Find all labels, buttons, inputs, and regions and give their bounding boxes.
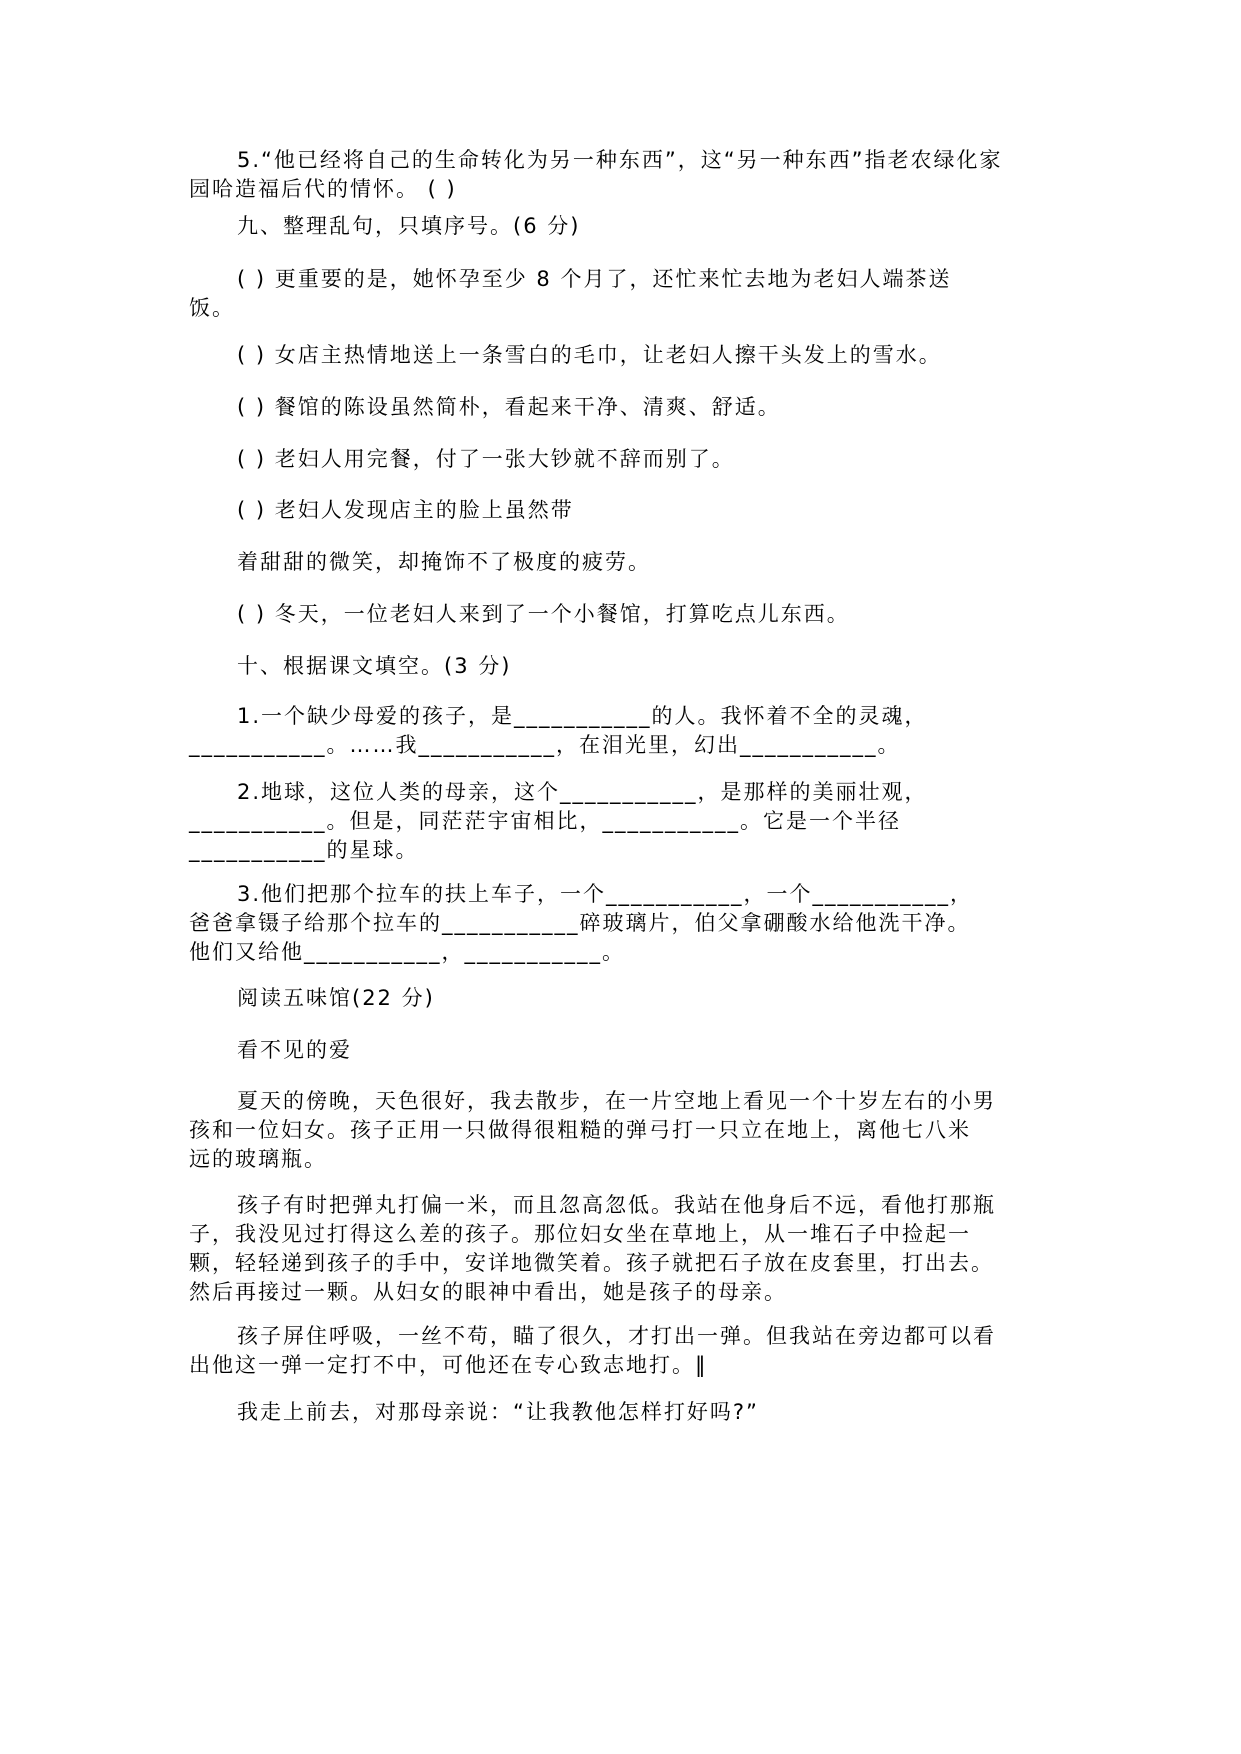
question-5 [189,146,1051,204]
section-10-q3-line-3: 他们又给他___________，___________。 [189,940,625,964]
section-10-question-2 [189,778,1051,865]
section-9-title [189,212,1051,241]
section-10-q2-line-1: 2.地球，这位人类的母亲，这个___________，是那样的美丽壮观， [237,780,928,804]
story-paragraph-2 [189,1191,1051,1307]
story-p3-line-1: 孩子屏住呼吸，一丝不苟，瞄了很久，才打出一弹。但我站在旁边都可以看 [237,1324,996,1348]
story-heading: 看不见的爱 [237,1038,352,1062]
story-title [189,1036,1051,1065]
story-p2-line-3: 颗，轻轻递到孩子的手中，安详地微笑着。孩子就把石子放在皮套里，打出去。 [189,1251,994,1275]
story-p2-line-1: 孩子有时把弹丸打偏一米，而且忽高忽低。我站在他身后不远，看他打那瓶 [237,1193,996,1217]
story-p4-line-1: 我走上前去，对那母亲说：“让我教他怎样打好吗?” [237,1400,759,1424]
story-paragraph-4 [189,1398,1051,1427]
section-9-item-4-text: ( ) 老妇人用完餐，付了一张大钞就不辞而别了。 [237,447,735,471]
section-9-item-3 [189,393,1051,422]
story-p1-line-1: 夏天的傍晚，天色很好，我去散步，在一片空地上看见一个十岁左右的小男 [237,1089,996,1113]
section-9-item-3-text: ( ) 餐馆的陈设虽然简朴，看起来干净、清爽、舒适。 [237,395,781,419]
section-9-item-2 [189,341,1051,370]
section-9-item-7 [189,600,1051,629]
section-10-q3-line-1: 3.他们把那个拉车的扶上车子，一个___________，一个___________， [237,882,974,906]
story-p1-line-3: 远的玻璃瓶。 [189,1147,327,1171]
section-10-q3-line-2: 爸爸拿镊子给那个拉车的___________碎玻璃片，伯父拿硼酸水给他洗干净。 [189,911,971,935]
section-9-item-7-text: ( ) 冬天，一位老妇人来到了一个小餐馆，打算吃点儿东西。 [237,602,850,626]
section-10-heading: 十、根据课文填空。(3 分) [237,654,512,678]
question-5-line-2: 园哈造福后代的情怀。 ( ) [189,177,457,201]
section-9-heading: 九、整理乱句，只填序号。(6 分) [237,214,581,238]
section-10-q2-line-3: ___________的星球。 [189,838,419,862]
reading-heading: 阅读五味馆(22 分) [237,986,435,1010]
section-10-q2-line-2: ___________。但是，同茫茫宇宙相比，___________。它是一个半径 [189,809,901,833]
story-p2-line-2: 子，我没见过打得这么差的孩子。那位妇女坐在草地上，从一堆石子中捡起一 [189,1222,971,1246]
section-9-item-5-text: ( ) 老妇人发现店主的脸上虽然带 [237,498,574,522]
question-5-line-1: 5.“他已经将自己的生命转化为另一种东西”，这“另一种东西”指老农绿化家 [237,148,1003,172]
section-10-question-3 [189,880,1051,967]
section-9-item-1 [189,265,1051,323]
section-9-item-6-text: 着甜甜的微笑，却掩饰不了极度的疲劳。 [237,550,651,574]
story-paragraph-1 [189,1087,1051,1174]
section-9-item-6 [189,548,1051,577]
section-10-title [189,652,1051,681]
story-p2-line-4: 然后再接过一颗。从妇女的眼神中看出，她是孩子的母亲。 [189,1280,787,1304]
section-9-item-2-text: ( ) 女店主热情地送上一条雪白的毛巾，让老妇人擦干头发上的雪水。 [237,343,942,367]
section-9-item-5 [189,496,1051,525]
story-p3-line-2: 出他这一弹一定打不中，可他还在专心致志地打。‖ [189,1353,708,1377]
story-p1-line-2: 孩和一位妇女。孩子正用一只做得很粗糙的弹弓打一只立在地上，离他七八米 [189,1118,971,1142]
section-10-q1-line-1: 1.一个缺少母爱的孩子，是___________的人。我怀着不全的灵魂， [237,704,928,728]
section-10-q1-line-2: ___________。……我___________，在泪光里，幻出___________。 [189,733,901,757]
story-paragraph-3 [189,1322,1051,1380]
reading-section-title [189,984,1051,1013]
section-10-question-1 [189,702,1051,760]
section-9-item-4 [189,445,1051,474]
section-9-item-1-line-2: 饭。 [189,296,235,320]
section-9-item-1-line-1: ( ) 更重要的是，她怀孕至少 8 个月了，还忙来忙去地为老妇人端茶送 [237,267,952,291]
